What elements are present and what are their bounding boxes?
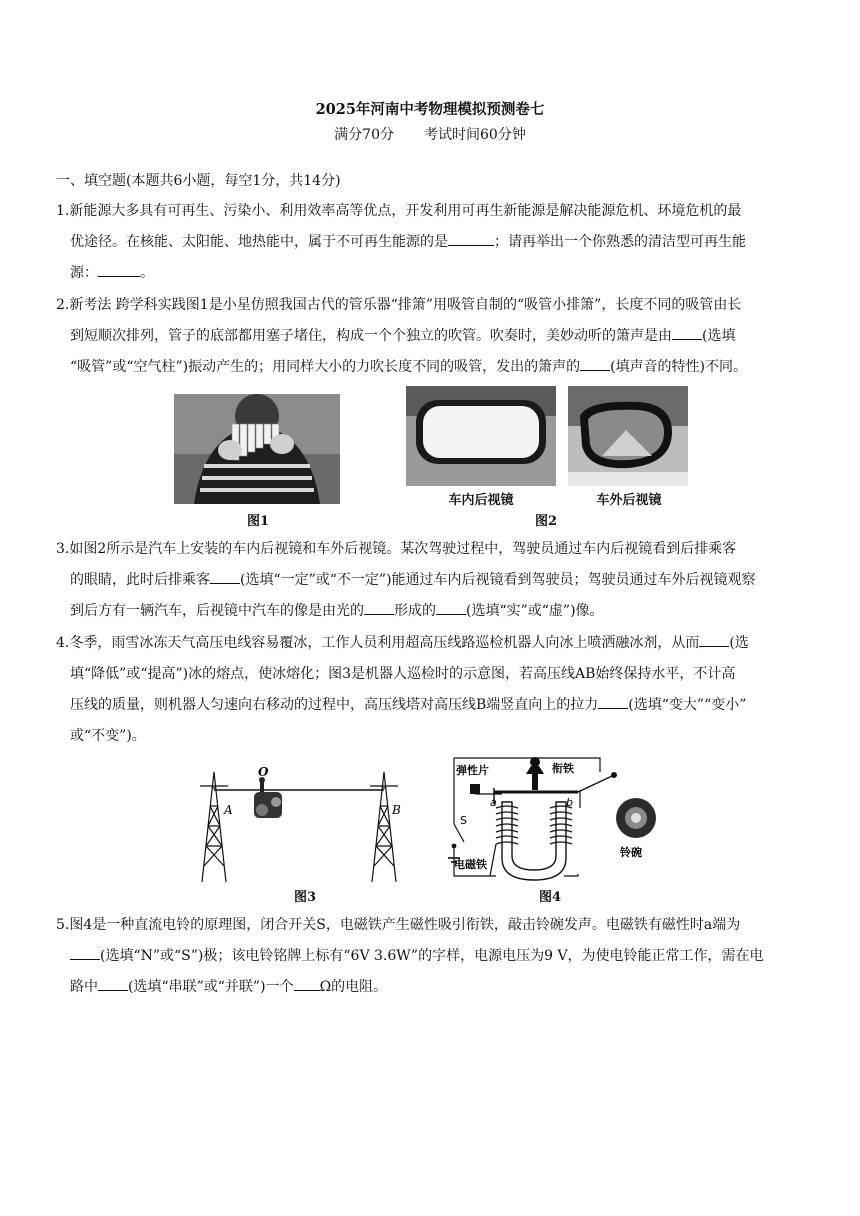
label-a: a	[490, 796, 497, 809]
q4-line4: 或“不变”)。	[70, 728, 146, 744]
u-core	[502, 802, 566, 880]
label-magnet: 电磁铁	[454, 858, 487, 871]
outer-mirror-photo	[568, 386, 688, 486]
q3-line3: 到后方有一辆汽车，后视镜中汽车的像是由光的	[70, 603, 364, 619]
answer-blank[interactable]	[598, 694, 628, 709]
label-B: B	[392, 803, 401, 817]
tower-left	[200, 772, 228, 882]
q2-line3-tail: (填声音的特性)不同。	[610, 359, 748, 375]
question-5	[56, 910, 808, 1003]
answer-blank[interactable]	[448, 231, 494, 246]
answer-blank[interactable]	[70, 945, 100, 960]
inner-mirror-glass	[423, 406, 539, 458]
label-S: S	[460, 814, 467, 827]
answer-blank[interactable]	[98, 262, 140, 277]
figure-2-outer-mirror	[568, 386, 688, 486]
q3-line2-tail: (选填“一定”或“不一定”)能通过车内后视镜看到驾驶员；驾驶员通过车外后视镜观察	[240, 572, 756, 588]
label-inner-mirror: 车内后视镜	[448, 493, 514, 508]
answer-blank[interactable]	[294, 976, 320, 991]
q1-end: 。	[140, 265, 154, 281]
q4-line2: 填“降低”或“提高”)冰的熔点，使冰熔化；图3是机器人巡检时的示意图，若高压线AB始终保持水平，不计高	[70, 666, 736, 682]
exam-title: 2025年河南中考物理模拟预测卷七	[315, 101, 545, 118]
q1-line2: 优途径。在核能、太阳能、地热能中，属于不可再生能源的是	[70, 234, 448, 250]
q3-line3-mid: 形成的	[394, 603, 436, 619]
q3-line2: 的眼睛，此时后排乘客	[70, 572, 210, 588]
figure-4	[440, 754, 680, 886]
q4-line3: 压线的质量，则机器人匀速向右移动的过程中，高压线塔对高压线B端竖直向上的拉力	[70, 697, 599, 713]
figure-3	[196, 766, 416, 886]
question-4	[56, 628, 808, 752]
figure-1	[174, 394, 340, 504]
q5-line2: (选填“N”或“S”)极；该电铃铭牌上标有“6V 3.6W”的字样，电源电压为9 V，为使电铃能正常工作，需在电	[100, 948, 764, 964]
answer-blank[interactable]	[98, 976, 128, 991]
coil-lead	[490, 844, 496, 876]
label-bell: 铃碗	[620, 846, 642, 859]
q3-line1: 3.如图2所示是汽车上安装的车内后视镜和车外后视镜。某次驾驶过程中，驾驶员通过车内后视镜看到后排乘客	[56, 541, 737, 557]
answer-blank[interactable]	[580, 356, 610, 371]
answer-blank[interactable]	[699, 632, 729, 647]
q1-line2-tail: ；请再举出一个你熟悉的清洁型可再生能	[494, 234, 746, 250]
q4-line1-tail: (选	[729, 635, 749, 651]
hand-left	[218, 440, 242, 460]
label-armature: 衔铁	[552, 762, 574, 775]
bell-bowl	[616, 798, 656, 838]
question-1	[56, 196, 808, 289]
answer-blank[interactable]	[436, 600, 466, 615]
figure-3-diagram	[196, 766, 416, 886]
q5-line1: 5.图4是一种直流电铃的原理图，闭合开关S，电磁铁产生磁性吸引衔铁，敲击铃碗发声。电磁铁有磁性时a端为	[56, 917, 741, 933]
answer-blank[interactable]	[210, 569, 240, 584]
q5-line3-mid: (选填“串联”或“并联”)一个	[128, 979, 294, 995]
adjust-screw	[526, 757, 544, 790]
q4-line1: 4.冬季，雨雪冰冻天气高压电线容易覆冰，工作人员利用超高压线路巡检机器人向冰上喷洒融冰剂，从而	[56, 635, 700, 651]
label-outer-mirror: 车外后视镜	[596, 493, 662, 508]
figure-2-caption: 图2	[534, 514, 558, 529]
figure-1-photo	[174, 394, 340, 504]
label-O: O	[258, 766, 269, 779]
q2-line3: “吸管”或“空气柱”)振动产生的；用同样大小的力吹长度不同的吸管，发出的箫声的	[70, 359, 581, 375]
exam-subtitle	[0, 124, 860, 144]
inner-mirror-photo	[406, 386, 556, 486]
switch-S	[452, 824, 464, 848]
q1-line1: 1.新能源大多具有可再生、污染小、利用效率高等优点，开发利用可再生新能源是解决能源危机、环境危机的最	[56, 203, 742, 219]
question-3	[56, 534, 808, 627]
full-score: 满分70分	[334, 127, 394, 143]
q5-line3-tail: Ω的电阻。	[319, 979, 388, 995]
hammer	[611, 772, 617, 778]
answer-blank[interactable]	[672, 325, 702, 340]
hammer-arm	[578, 776, 612, 792]
exam-time: 考试时间60分钟	[424, 127, 526, 143]
q5-line3: 路中	[70, 979, 98, 995]
q2-line2: 到短顺次排列，管子的底部都用塞子堵住，构成一个个独立的吹管。吹奏时，美妙动听的箫声是由	[70, 328, 672, 344]
answer-blank[interactable]	[364, 600, 394, 615]
label-A: A	[224, 803, 233, 817]
figure-4-caption: 图4	[538, 890, 562, 905]
figure-4-diagram	[440, 754, 680, 886]
q2-line1: 2.新考法 跨学科实践图1是小星仿照我国古代的管乐器“排箫”用吸管自制的“吸管小排箫”，长度不同的吸管由长	[56, 297, 742, 313]
q3-line3-tail: (选填“实”或“虚”)像。	[466, 603, 604, 619]
question-2	[56, 290, 808, 383]
label-spring: 弹性片	[456, 764, 489, 777]
section-heading: 一、填空题(本题共6小题，每空1分，共14分)	[56, 173, 341, 189]
contact-block	[470, 784, 480, 794]
q2-line2-tail: (选填	[702, 328, 736, 344]
label-b: b	[566, 796, 573, 809]
q4-line3-tail: (选填“变大”“变小”	[628, 697, 747, 713]
q1-line3: 源：	[70, 265, 98, 281]
inspection-robot	[254, 777, 282, 818]
figure-3-caption: 图3	[293, 890, 317, 905]
tower-right	[370, 772, 398, 882]
figure-2-inner-mirror	[406, 386, 556, 486]
figure-1-caption: 图1	[246, 514, 270, 529]
hand-right	[270, 434, 294, 454]
